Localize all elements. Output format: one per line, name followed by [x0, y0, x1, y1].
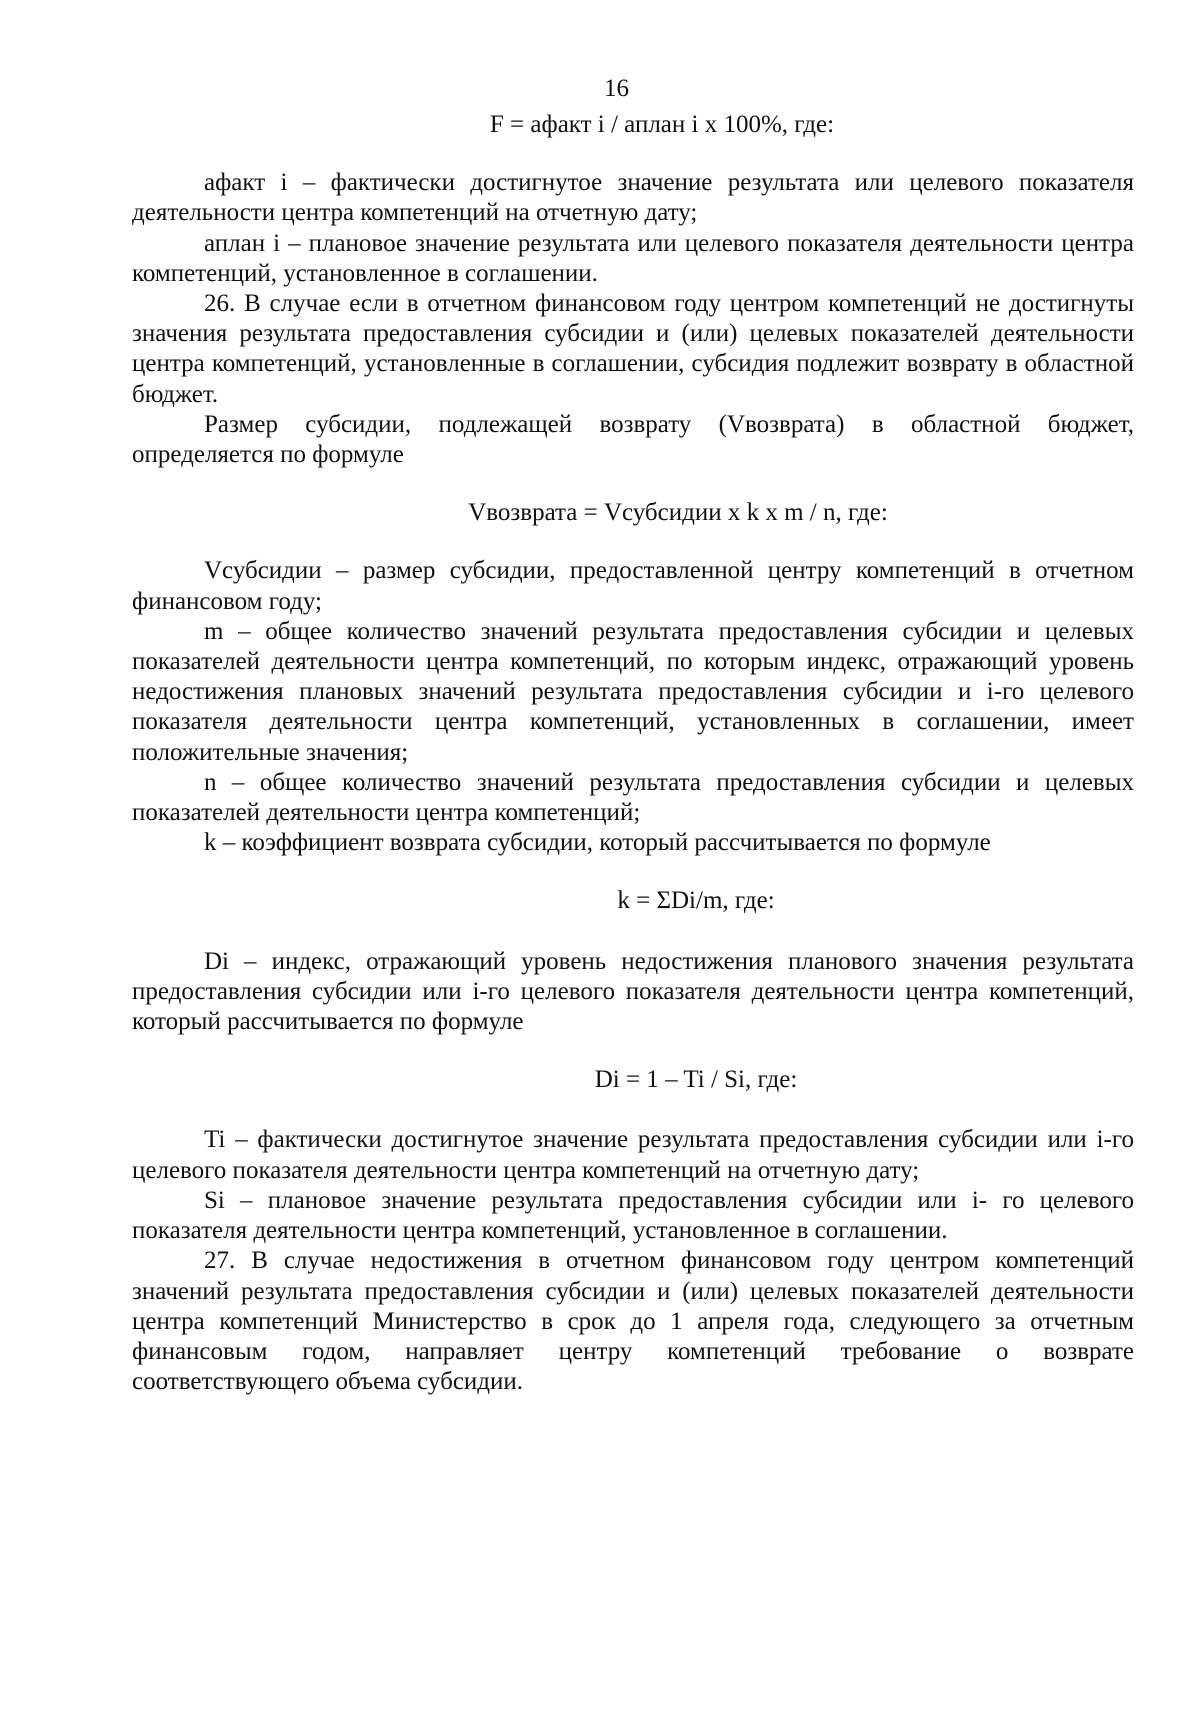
paragraph-return-size-intro: Размер субсидии, подлежащей возврату (Vвозврата) в областной бюджет, определяется по формуле: [132, 410, 1134, 469]
paragraph-di-definition: Di – индекс, отражающий уровень недостижения планового значения результата предоставления субсидии или i-го целевого показателя деятельности центра компетенций, который рассчитывается по формуле: [132, 947, 1134, 1036]
paragraph-afakt-definition: афакт i – фактически достигнутое значение результата или целевого показателя деятельности центра компетенций на отчетную дату;: [132, 169, 1134, 227]
paragraph-vsubsidy-definition: Vсубсидии – размер субсидии, предоставленной центру компетенций в отчетном финансовом году;: [132, 557, 1134, 615]
document-body: [132, 110, 1134, 1397]
paragraph-item-27: 27. В случае недостижения в отчетном финансовом году центром компетенций значений результата предоставления субсидии и (или) целевых показателей деятельности центра компетенций Министерство в срок до 1 апреля года, следующего за отчетным финансовым годом, направляет центру компетенций требование о возврате соответствующего объема субсидии.: [132, 1247, 1134, 1396]
paragraph-m-definition: m – общее количество значений результата предоставления субсидии и целевых показателей деятельности центра компетенций, по которым индекс, отражающий уровень недостижения плановых значений результата предоставления субсидии и i-го целевого показателя деятельности центра компетенций, установленных в соглашении, имеет положительные значения;: [132, 617, 1134, 766]
formula-f-value: F = афакт i / аплан i x 100%, где:: [489, 111, 835, 138]
formula-v-return: Vвозврата = Vсубсидии x k x m / n, где:: [468, 499, 888, 527]
paragraph-ti-definition: Ti – фактически достигнутое значение результата предоставления субсидии или i-го целевого показателя деятельности центра компетенций на отчетную дату;: [132, 1126, 1134, 1184]
paragraph-si-definition: Si – плановое значение результата предоставления субсидии или i- го целевого показателя деятельности центра компетенций, установленное в соглашении.: [132, 1186, 1134, 1245]
page-number: 16: [604, 75, 629, 102]
paragraph-k-definition: k – коэффициент возврата субсидии, который рассчитывается по формуле: [204, 829, 991, 857]
formula-d-index: Di = 1 – Ti / Si, где:: [594, 1066, 798, 1094]
paragraph-aplan-definition: аплан i – плановое значение результата или целевого показателя деятельности центра компетенций, установленное в соглашении.: [132, 229, 1134, 287]
paragraph-n-definition: n – общее количество значений результата предоставления субсидии и целевых показателей деятельности центра компетенций;: [132, 768, 1134, 827]
formula-k-coefficient: k = ΣDi/m, где:: [617, 887, 775, 915]
paragraph-item-26: 26. В случае если в отчетном финансовом году центром компетенций не достигнуты значения результата предоставления субсидии и (или) целевых показателей деятельности центра компетенций, установленные в соглашении, субсидия подлежит возврату в областной бюджет.: [132, 290, 1134, 408]
